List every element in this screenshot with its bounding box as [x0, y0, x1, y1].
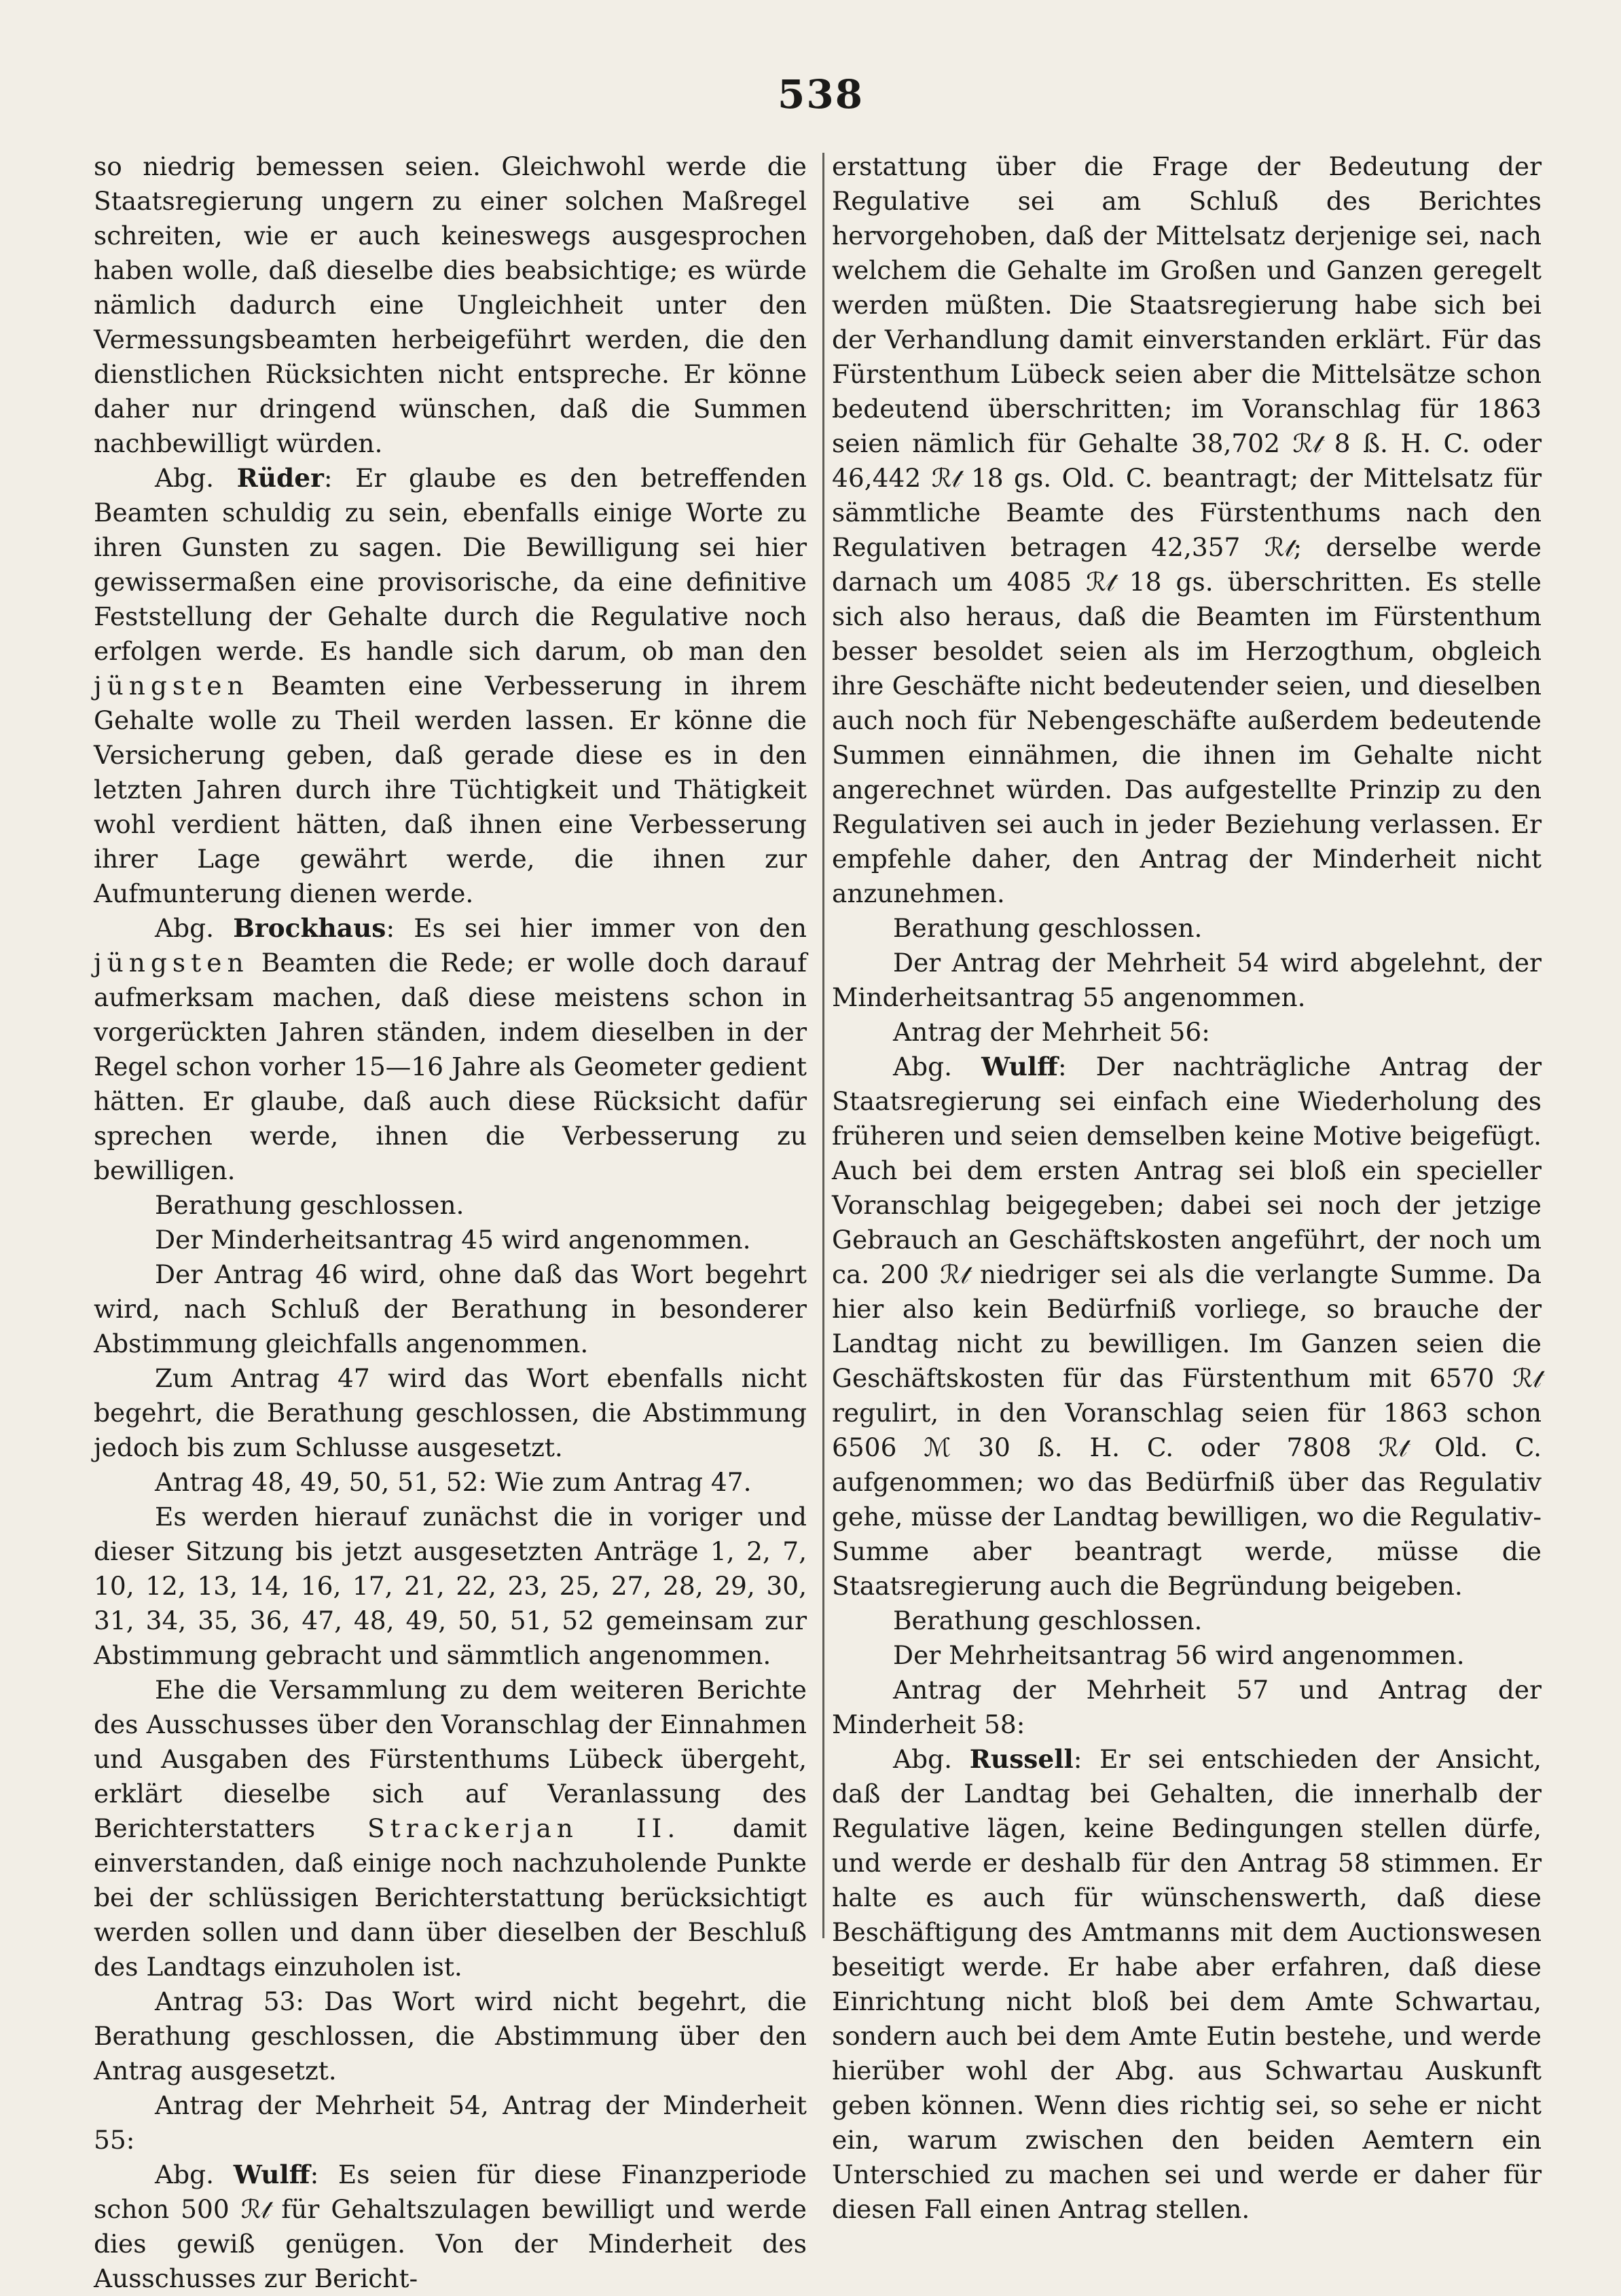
right-paragraph-4: Antrag der Mehrheit 56:	[893, 1017, 1210, 1047]
right-paragraph-6: Berathung geschlossen.	[893, 1606, 1203, 1635]
right-paragraph-9: Abg. Russell: Er sei entschieden der Ansicht, daß der Landtag bei Gehalten, die innerhalb der Regulative lägen, keine Bedingungen stellen dürfe, und werde er deshalb für den Antrag 58 stimmen. Er halte es auch für wünschenswerth, daß diese Beschäftigung des Amtmanns mit dem Auctionswesen beseitigt werde. Er habe aber erfahren, daß diese Einrichtung nicht bloß bei dem Amte Schwartau, sondern auch bei dem Amte Eutin bestehe, und werde hierüber wohl der Abg. aus Schwartau Auskunft geben können. Wenn dies richtig sei, so sehe er nicht ein, warum zwischen den beiden Aemtern ein Unterschied zu machen sei und werde er daher für diesen Fall einen Antrag stellen.	[832, 1744, 1542, 2224]
left-paragraph-11: Antrag 53: Das Wort wird nicht begehrt, die Berathung geschlossen, die Abstimmung über den Antrag ausgesetzt.	[94, 1986, 807, 2086]
right-paragraph-5: Abg. Wulff: Der nachträgliche Antrag der Staatsregierung sei einfach eine Wiederholung des früheren und seien demselben keine Motive beigefügt. Auch bei dem ersten Antrag sei bloß ein specieller Voranschlag beigegeben; dabei sei noch der jetzige Gebrauch an Geschäftskosten angeführt, der noch um ca. 200 ℛ𝓉 niedriger sei als die verlangte Summe. Da hier also kein Bedürfniß vorliege, so brauche der Landtag nicht zu bewilligen. Im Ganzen seien die Geschäftskosten für das Fürstenthum mit 6570 ℛ𝓉 regulirt, in den Voranschlag seien für 1863 schon 6506 ℳ 30 ß. H. C. oder 7808 ℛ𝓉 Old. C. aufgenommen; wo das Bedürfniß über das Regulativ gehe, müsse der Landtag bewilligen, wo die Regulativ-Summe aber beantragt werde, müsse die Staatsregierung auch die Begründung beigeben.	[832, 1052, 1542, 1601]
left-column	[94, 149, 807, 2296]
left-paragraph-4: Berathung geschlossen.	[155, 1190, 465, 1220]
right-column	[832, 149, 1542, 2227]
left-paragraph-5: Der Minderheitsantrag 45 wird angenommen.	[155, 1225, 751, 1255]
speaker-prefix: Abg.	[155, 913, 234, 943]
right-paragraph-7: Der Mehrheitsantrag 56 wird angenommen.	[893, 1640, 1465, 1670]
right-paragraph-3: Der Antrag der Mehrheit 54 wird abgelehnt, der Minderheitsantrag 55 angenommen.	[832, 948, 1542, 1012]
speaker-prefix: Abg.	[155, 463, 237, 493]
speaker-prefix: Abg.	[893, 1744, 970, 1774]
left-paragraph-12: Antrag der Mehrheit 54, Antrag der Minderheit 55:	[94, 2090, 807, 2155]
left-paragraph-2: Abg. Rüder: Er glaube es den betreffenden Beamten schuldig zu sein, ebenfalls einige Worte zu ihren Gunsten zu sagen. Die Bewilligung sei hier gewissermaßen eine provisorische, da eine definitive Feststellung der Gehalte durch die Regulative noch erfolgen werde. Es handle sich darum, ob man den jüngsten Beamten eine Verbesserung in ihrem Gehalte wolle zu Theil werden lassen. Er könne die Versicherung geben, daß gerade diese es in den letzten Jahren durch ihre Tüchtigkeit und Thätigkeit wohl verdient hätten, daß ihnen eine Verbesserung ihrer Lage gewährt werde, die ihnen zur Aufmunterung dienen werde.	[94, 463, 807, 908]
speaker-name-rueder: Rüder	[236, 463, 324, 493]
left-paragraph-13: Abg. Wulff: Es seien für diese Finanzperiode schon 500 ℛ𝓉 für Gehaltszulagen bewilligt und werde dies gewiß genügen. Von der Minderheit des Ausschusses zur Bericht-	[94, 2160, 807, 2293]
right-paragraph-2: Berathung geschlossen.	[893, 913, 1203, 943]
speaker-prefix: Abg.	[893, 1052, 982, 1081]
right-paragraph-8: Antrag der Mehrheit 57 und Antrag der Minderheit 58:	[832, 1675, 1542, 1739]
speaker-name-wulff: Wulff	[981, 1052, 1058, 1081]
left-paragraph-10: Ehe die Versammlung zu dem weiteren Berichte des Ausschusses über den Voranschlag der Einnahmen und Ausgaben des Fürstenthums Lübeck übergeht, erklärt dieselbe sich auf Veranlassung des Berichterstatters Strackerjan II. damit einverstanden, daß einige noch nachzuholende Punkte bei der schlüssigen Berichterstattung berücksichtigt werden sollen und dann über dieselben der Beschluß des Landtags einzuholen ist.	[94, 1675, 807, 1982]
left-paragraph-3: Abg. Brockhaus: Es sei hier immer von den jüngsten Beamten die Rede; er wolle doch darauf aufmerksam machen, daß diese meistens schon in vorgerückten Jahren ständen, indem dieselben in der Regel schon vorher 15—16 Jahre als Geometer gedient hätten. Er glaube, daß auch diese Rücksicht dafür sprechen werde, ihnen die Verbesserung zu bewilligen.	[94, 913, 807, 1185]
speaker-name-wulff: Wulff	[233, 2160, 310, 2189]
page-number: 538	[778, 71, 864, 117]
left-paragraph-9: Es werden hierauf zunächst die in voriger und dieser Sitzung bis jetzt ausgesetzten Anträge 1, 2, 7, 10, 12, 13, 14, 16, 17, 21, 22, 23, 25, 27, 28, 29, 30, 31, 34, 35, 36, 47, 48, 49, 50, 51, 52 gemeinsam zur Abstimmung gebracht und sämmtlich angenommen.	[94, 1502, 807, 1670]
right-paragraph-1: erstattung über die Frage der Bedeutung der Regulative sei am Schluß des Berichtes hervorgehoben, daß der Mittelsatz derjenige sei, nach welchem die Gehalte im Großen und Ganzen geregelt werden müßten. Die Staatsregierung habe sich bei der Verhandlung damit einverstanden erklärt. Für das Fürstenthum Lübeck seien aber die Mittelsätze schon bedeutend überschritten; im Voranschlag für 1863 seien nämlich für Gehalte 38,702 ℛ𝓉 8 ß. H. C. oder 46,442 ℛ𝓉 18 gs. Old. C. beantragt; der Mittelsatz für sämmtliche Beamte des Fürstenthums nach den Regulativen betragen 42,357 ℛ𝓉; derselbe werde darnach um 4085 ℛ𝓉 18 gs. überschritten. Es stelle sich also heraus, daß die Beamten im Fürstenthum besser besoldet seien als im Herzogthum, obgleich ihre Geschäfte nicht bedeutender seien, und dieselben auch noch für Nebengeschäfte außerdem bedeutende Summen einnähmen, die ihnen im Gehalte nicht angerechnet würden. Das aufgestellte Prinzip zu den Regulativen sei auch in jeder Beziehung verlassen. Er empfehle daher, den Antrag der Minderheit nicht anzunehmen.	[832, 151, 1542, 908]
speaker-prefix: Abg.	[155, 2160, 234, 2189]
speaker-name-russell: Russell	[969, 1744, 1074, 1774]
left-paragraph-6: Der Antrag 46 wird, ohne daß das Wort begehrt wird, nach Schluß der Berathung in besonderer Abstimmung gleichfalls angenommen.	[94, 1259, 807, 1358]
column-divider	[822, 153, 824, 1938]
left-paragraph-8: Antrag 48, 49, 50, 51, 52: Wie zum Antrag 47.	[155, 1467, 752, 1497]
left-paragraph-7: Zum Antrag 47 wird das Wort ebenfalls nicht begehrt, die Berathung geschlossen, die Abstimmung jedoch bis zum Schlusse ausgesetzt.	[94, 1363, 807, 1462]
speaker-name-brockhaus: Brockhaus	[233, 913, 386, 943]
left-paragraph-1: so niedrig bemessen seien. Gleichwohl werde die Staatsregierung ungern zu einer solchen Maßregel schreiten, wie er auch keineswegs ausgesprochen haben wolle, daß dieselbe dies beabsichtige; es würde nämlich dadurch eine Ungleichheit unter den Vermessungsbeamten herbeigeführt werden, die den dienstlichen Rücksichten nicht entspreche. Er könne daher nur dringend wünschen, daß die Summen nachbewilligt würden.	[94, 151, 807, 458]
currency-unit: ℛ𝓉	[240, 2194, 270, 2224]
